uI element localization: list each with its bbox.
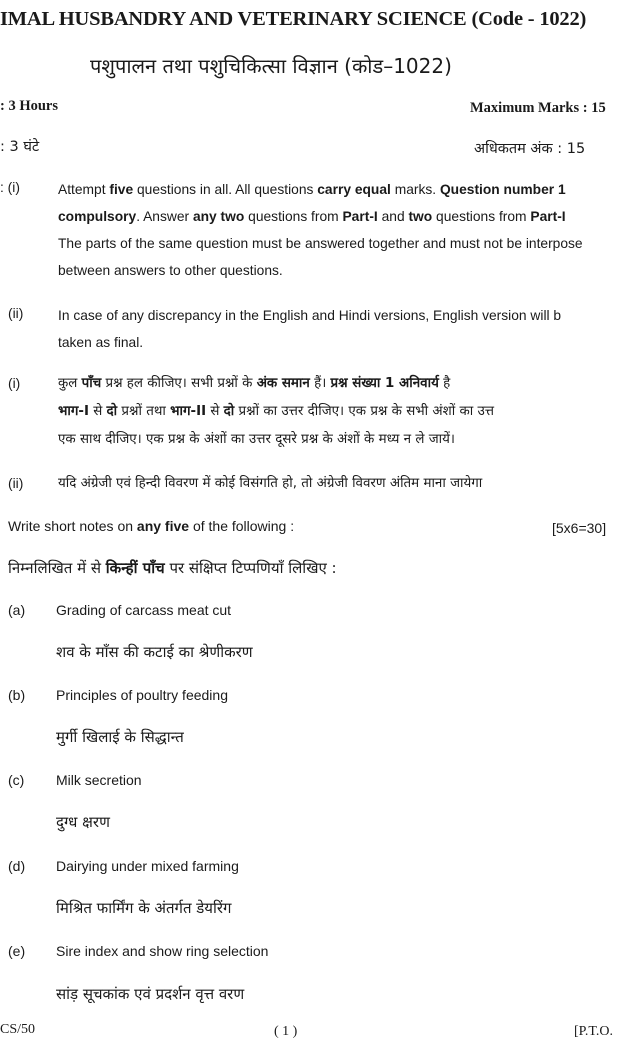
instruction-en-ii: In case of any discrepancy in the English and Hindi versions, English version will b taken as final. xyxy=(58,308,562,350)
part-text-en: Dairying under mixed farming xyxy=(56,858,239,874)
instruction-hi-ii: यदि अंग्रेजी एवं हिन्दी विवरण में कोई विसंगति हो, तो अंग्रेजी विवरण अंतिम माना जायेगा xyxy=(58,476,483,491)
time-allowed-en: : 3 Hours xyxy=(0,98,58,114)
please-turn-over: [P.T.O. xyxy=(574,1024,614,1039)
instruction-marker-ii: (ii) xyxy=(8,306,24,321)
part-text-hi: मिश्रित फार्मिंग के अंतर्गत डेयरिंग xyxy=(56,899,232,917)
time-allowed-hi: : 3 घंटे xyxy=(0,139,40,155)
max-marks-hi: अधिकतम अंक : 15 xyxy=(474,141,586,157)
part-label: (a) xyxy=(8,602,26,618)
part-text-en: Milk secretion xyxy=(56,772,142,788)
part-text-en: Principles of poultry feeding xyxy=(56,687,228,703)
part-label: (e) xyxy=(8,943,26,959)
part-label: (c) xyxy=(8,772,25,788)
part-label: (b) xyxy=(8,687,26,703)
part-text-hi: मुर्गी खिलाई के सिद्धान्त xyxy=(56,728,184,746)
instruction-en-i: Attempt five questions in all. All questions carry equal marks. Question number 1 compulsory. Answer any two questions from Part-I and two questions from Part-I The parts of the same question must be answered together and must not be interpose between answers to other questions. xyxy=(58,182,583,278)
part-text-en: Sire index and show ring selection xyxy=(56,943,269,959)
paper-title-en: IMAL HUSBANDRY AND VETERINARY SCIENCE (Code - 1022) xyxy=(0,8,587,30)
page-number: ( 1 ) xyxy=(274,1024,298,1039)
instruction-hi-marker-i: (i) xyxy=(8,376,21,391)
part-text-hi: दुग्ध क्षरण xyxy=(56,813,110,831)
part-label: (d) xyxy=(8,858,26,874)
question-prompt-en: Write short notes on any five of the following : xyxy=(8,518,295,534)
instruction-marker-i: : (i) xyxy=(0,180,20,195)
question-prompt-hi: निम्नलिखित में से किन्हीं पाँच पर संक्षिप्त टिप्पणियाँ लिखिए : xyxy=(8,559,337,577)
question-marks: [5x6=30] xyxy=(552,520,607,536)
paper-code-footer: CS/50 xyxy=(0,1022,36,1037)
part-text-hi: शव के माँस की कटाई का श्रेणीकरण xyxy=(56,643,253,661)
paper-title-hi: पशुपालन तथा पशुचिकित्सा विज्ञान (कोड–1022) xyxy=(90,54,452,78)
instruction-hi-marker-ii: (ii) xyxy=(8,476,24,491)
part-text-en: Grading of carcass meat cut xyxy=(56,602,232,618)
max-marks-en: Maximum Marks : 15 xyxy=(470,100,606,116)
part-text-hi: सांड़ सूचकांक एवं प्रदर्शन वृत्त वरण xyxy=(56,985,245,1003)
instruction-hi-i: कुल पाँच प्रश्न हल कीजिए। सभी प्रश्नों के अंक समान हैं। प्रश्न संख्या 1 अनिवार्य है भाग-I से दो प्रश्नों तथा भाग-II से दो प्रश्नों का उत्तर दीजिए। एक प्रश्न के सभी अंशों का उत्त एक साथ दीजिए। एक प्रश्न के अंशों का उत्तर दूसरे प्रश्न के अंशों के मध्य न ले जायें। xyxy=(58,376,495,447)
